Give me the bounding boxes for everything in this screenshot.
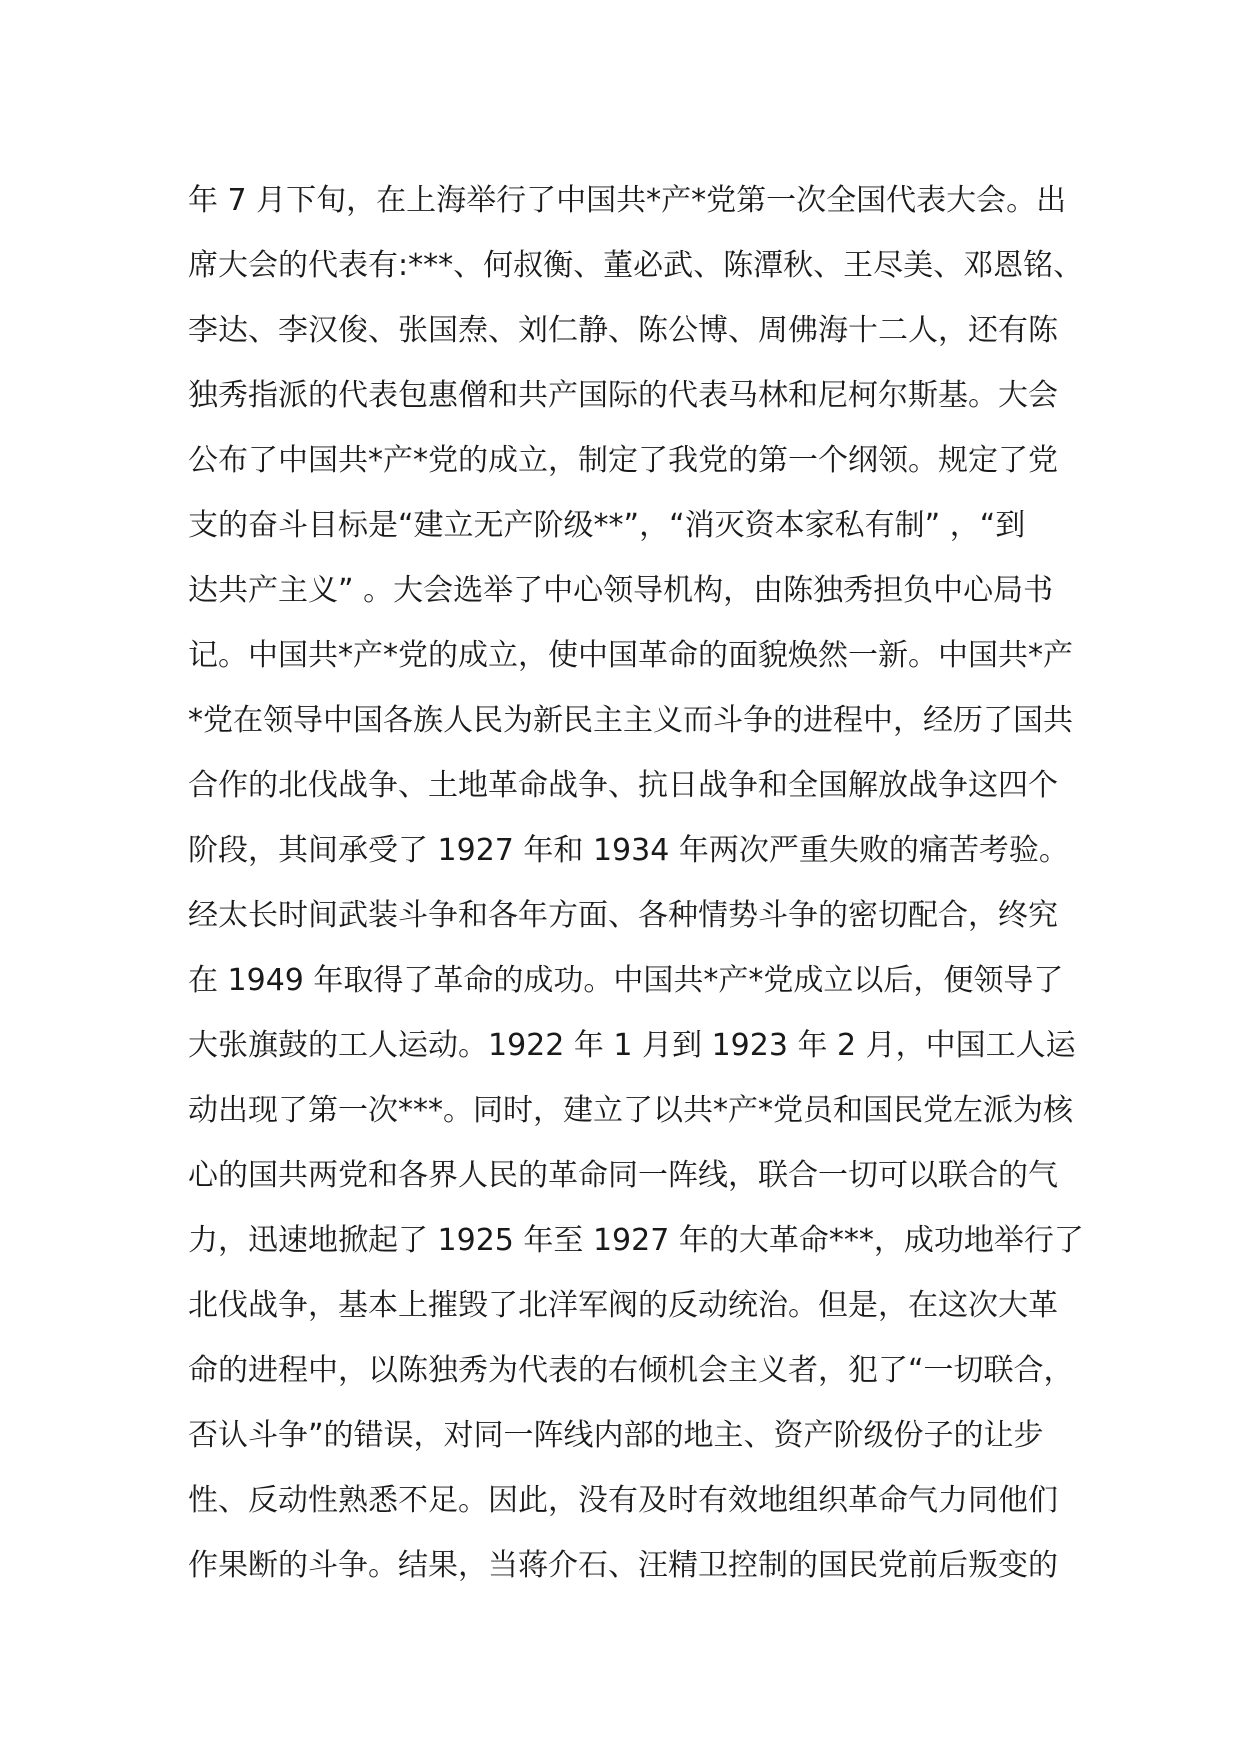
text-line: 动出现了第一次***。同时，建立了以共*产*党员和国民党左派为核 <box>188 1093 1073 1128</box>
text-line: 李达、李汉俊、张国焘、刘仁静、陈公博、周佛海十二人，还有陈 <box>188 313 1058 348</box>
text-line: 公布了中国共*产*党的成立，制定了我党的第一个纲领。规定了党 <box>188 443 1058 478</box>
text-line: 达共产主义” 。大会选举了中心领导机构，由陈独秀担负中心局书 <box>188 573 1054 608</box>
text-line: 作果断的斗争。结果，当蒋介石、汪精卫控制的国民党前后叛变的 <box>188 1548 1058 1583</box>
text-line: 记。中国共*产*党的成立，使中国革命的面貌焕然一新。中国共*产 <box>188 638 1073 673</box>
text-line: 性、反动性熟悉不足。因此，没有及时有效地组织革命气力同他们 <box>188 1483 1058 1518</box>
text-line: 大张旗鼓的工人运动。1922 年 1 月到 1923 年 2 月，中国工人运 <box>188 1028 1076 1063</box>
text-line: 命的进程中，以陈独秀为代表的右倾机会主义者，犯了“一切联合， <box>188 1353 1074 1388</box>
text-line: 支的奋斗目标是“建立无产阶级**”，“消灭资本家私有制” ，“到 <box>188 508 1026 543</box>
text-line: 阶段，其间承受了 1927 年和 1934 年两次严重失败的痛苦考验。 <box>188 833 1069 868</box>
text-line: 年 7 月下旬，在上海举行了中国共*产*党第一次全国代表大会。出 <box>188 183 1067 218</box>
text-line: 力，迅速地掀起了 1925 年至 1927 年的大革命***，成功地举行了 <box>188 1223 1084 1258</box>
text-line: *党在领导中国各族人民为新民主主义而斗争的进程中，经历了国共 <box>188 703 1073 738</box>
text-line: 在 1949 年取得了革命的成功。中国共*产*党成立以后，便领导了 <box>188 963 1064 998</box>
text-line: 合作的北伐战争、土地革命战争、抗日战争和全国解放战争这四个 <box>188 768 1058 803</box>
text-line: 经太长时间武装斗争和各年方面、各种情势斗争的密切配合，终究 <box>188 898 1058 933</box>
body-paragraph <box>188 168 1084 1598</box>
text-line: 独秀指派的代表包惠僧和共产国际的代表马林和尼柯尔斯基。大会 <box>188 378 1058 413</box>
text-line: 否认斗争”的错误，对同一阵线内部的地主、资产阶级份子的让步 <box>188 1418 1044 1453</box>
text-line: 席大会的代表有:***、何叔衡、董必武、陈潭秋、王尽美、邓恩铭、 <box>188 248 1084 283</box>
text-line: 心的国共两党和各界人民的革命同一阵线，联合一切可以联合的气 <box>188 1158 1058 1193</box>
text-line: 北伐战争，基本上摧毁了北洋军阀的反动统治。但是，在这次大革 <box>188 1288 1058 1323</box>
